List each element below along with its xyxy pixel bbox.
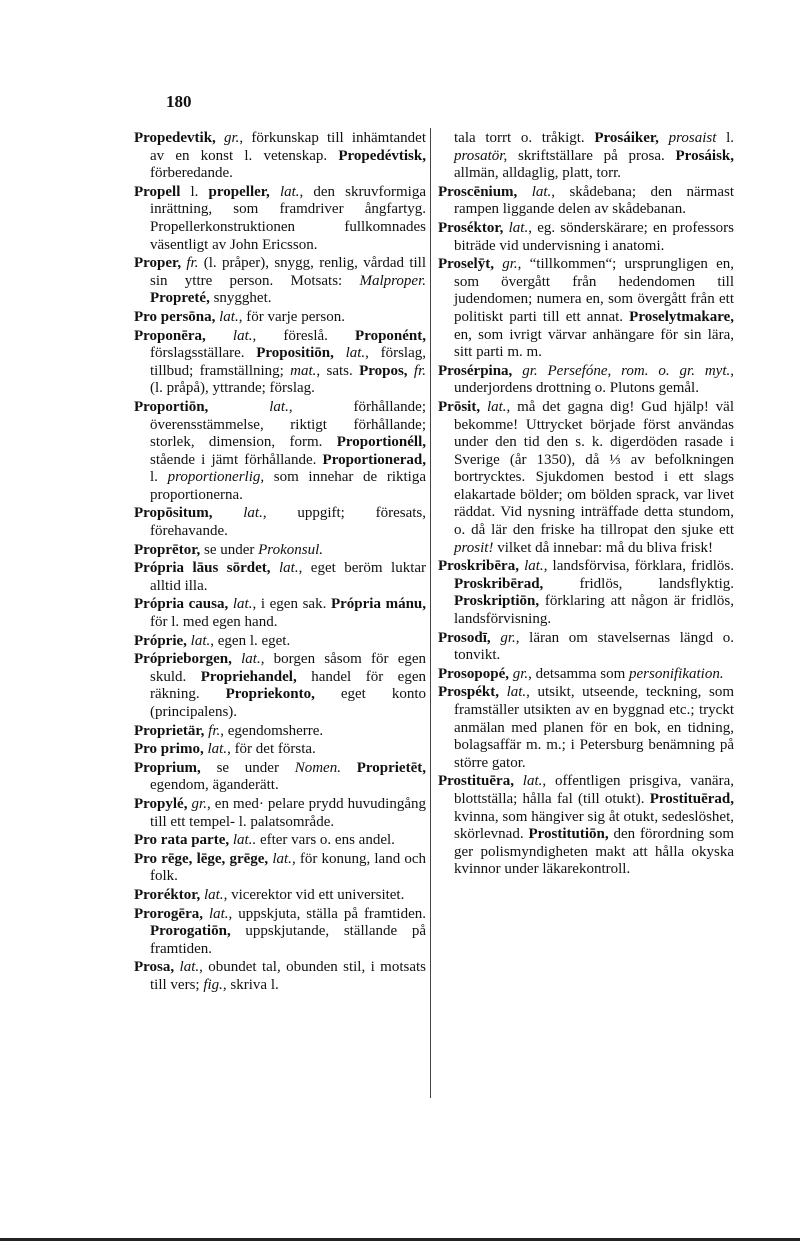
entry-italic-text: lat. bbox=[279, 183, 300, 200]
dictionary-entry bbox=[438, 630, 734, 665]
dictionary-entry bbox=[438, 558, 734, 628]
entry-headword: Prosáiker, bbox=[594, 130, 659, 146]
right-column bbox=[438, 130, 734, 880]
entry-headword: Prosa, bbox=[134, 959, 175, 976]
entry-text: , i egen sak. bbox=[252, 596, 331, 613]
entry-text: , vicerektor vid ett universitet. bbox=[223, 886, 405, 903]
dictionary-entry bbox=[438, 256, 734, 362]
entry-text: , skådebana; den närmast rampen liggande delen av skådebanan. bbox=[454, 183, 734, 218]
entry-italic-text: lat. bbox=[278, 560, 299, 577]
entry-italic-text: lat. bbox=[272, 850, 292, 867]
dictionary-entry bbox=[134, 255, 426, 308]
entry-italic-text: lat. bbox=[269, 398, 289, 415]
entry-text: se under bbox=[200, 541, 259, 558]
entry-text: , för konung, land och folk. bbox=[150, 850, 427, 885]
dictionary-entry bbox=[134, 328, 426, 398]
entry-text bbox=[208, 399, 269, 415]
entry-headword: Proprium, bbox=[134, 759, 201, 776]
entry-headword: Propriekonto, bbox=[225, 686, 315, 703]
entry-headword: Propreté, bbox=[150, 290, 210, 307]
dictionary-entry bbox=[438, 184, 734, 219]
entry-italic-text: lat. bbox=[531, 183, 552, 200]
entry-text: , landsförvisa, förklara, fridlös. bbox=[543, 558, 734, 575]
entry-text: , uppgift; föresats, förehavande. bbox=[150, 505, 426, 540]
entry-headword: Propedévtisk, bbox=[338, 147, 426, 164]
entry-headword: Prorogatiōn, bbox=[150, 923, 231, 940]
entry-headword: Proscēnium, bbox=[438, 183, 518, 200]
entry-text: , skriva l. bbox=[222, 976, 279, 993]
entry-text: , förslag, tillbud; framställning; bbox=[150, 345, 427, 379]
entry-text bbox=[512, 363, 522, 379]
entry-text: egendom, äganderätt. bbox=[150, 777, 279, 794]
entry-headword: Prōsit, bbox=[438, 398, 481, 415]
dictionary-entry bbox=[134, 741, 426, 759]
entry-text: , den skruvformiga inrättning, som framdriver ångfartyg. Propellerkonstruktionen fullkomnades väsentligt av John Ericsson. bbox=[150, 183, 426, 253]
dictionary-entry bbox=[438, 684, 734, 772]
dictionary-entry bbox=[438, 130, 734, 183]
entry-text bbox=[480, 399, 487, 415]
entry-text: l. bbox=[180, 183, 209, 200]
entry-text bbox=[212, 505, 243, 521]
entry-text: , underjordens drottning o. Plutons gemål. bbox=[454, 362, 734, 397]
entry-text: , uppskjuta, ställa på framtiden. bbox=[228, 905, 426, 922]
dictionary-entry bbox=[438, 363, 734, 398]
entry-text bbox=[334, 345, 346, 361]
entry-italic-text: mat. bbox=[290, 362, 317, 379]
entry-text: eget konto (principalens). bbox=[150, 686, 426, 720]
entry-text: som innehar de riktiga proportionerna. bbox=[150, 469, 427, 503]
entry-headword: Prostituēra, bbox=[438, 773, 514, 790]
column-divider bbox=[430, 128, 431, 1098]
entry-italic-text: lat. bbox=[219, 308, 239, 325]
dictionary-entry bbox=[134, 887, 426, 905]
entry-headword: Proréktor, bbox=[134, 886, 201, 903]
entry-text: kvinna, som hängiver sig åt otukt, sedeslöshet, skörlevnad. bbox=[454, 808, 734, 843]
entry-italic-text: gr. bbox=[500, 629, 516, 646]
entry-headword: Propylé, bbox=[134, 795, 188, 812]
dictionary-entry bbox=[134, 851, 426, 886]
entry-headword: Pro primo, bbox=[134, 741, 204, 758]
entry-italic-text: prosatör, bbox=[454, 147, 508, 164]
entry-headword: Proponēra, bbox=[134, 327, 206, 344]
entry-text: , föreslå. bbox=[252, 327, 356, 344]
entry-text: , obundet tal, obunden stil, i motsats till vers; bbox=[150, 959, 426, 993]
dictionary-entry bbox=[134, 505, 426, 540]
entry-text: (l. pråpå), yttrande; förslag. bbox=[150, 380, 315, 397]
entry-headword: Próprieborgen, bbox=[134, 651, 232, 668]
dictionary-entry bbox=[134, 560, 426, 595]
entry-text: förberedande. bbox=[150, 165, 233, 182]
entry-text bbox=[271, 560, 279, 576]
entry-text: handel för egen räkning. bbox=[150, 668, 426, 703]
entry-italic-text: lat. bbox=[179, 959, 200, 976]
entry-text bbox=[659, 130, 669, 146]
entry-italic-text: lat. bbox=[522, 773, 543, 790]
entry-headword: Propositiōn, bbox=[256, 345, 334, 362]
entry-italic-text: gr. bbox=[512, 665, 529, 682]
entry-text: , förkunskap till inhämtandet av en konst l. vetenskap. bbox=[150, 130, 426, 164]
entry-headword: Próprie, bbox=[134, 632, 187, 649]
entry-italic-text: lat. bbox=[243, 505, 263, 522]
entry-italic-text: fig. bbox=[203, 976, 223, 993]
dictionary-entry bbox=[134, 959, 426, 994]
entry-text: , förhållande; överensstämmelse, riktigt förhållande; storlek, dimension, form. bbox=[150, 398, 426, 451]
entry-text: en, som ivrigt värvar anhängare för sin lära, sitt parti m. m. bbox=[454, 326, 734, 361]
entry-italic-text: personifikation. bbox=[629, 665, 724, 682]
dictionary-entry bbox=[438, 666, 734, 684]
entry-text: uppskjutande, ställande på framtiden. bbox=[150, 923, 426, 957]
entry-italic-text: proportionerlig, bbox=[167, 469, 265, 486]
entry-text bbox=[499, 684, 507, 700]
entry-italic-text: lat. bbox=[208, 905, 229, 922]
dictionary-entry bbox=[134, 796, 426, 831]
entry-text: , offentligen prisgiva, vanära, blottställa; hålla fal (till otukt). bbox=[454, 773, 734, 807]
entry-headword: propeller, bbox=[208, 183, 270, 200]
entry-headword: Própria lāus sōrdet, bbox=[134, 560, 271, 577]
entry-text: , en med· pelare prydd huvudingång till ett tempel- l. palatsområde. bbox=[150, 795, 427, 830]
entry-headword: Propōsitum, bbox=[134, 505, 213, 522]
entry-text: för l. med egen hand. bbox=[150, 614, 278, 631]
entry-text: stående i jämt förhållande. bbox=[150, 451, 323, 468]
left-column bbox=[134, 130, 426, 996]
entry-text: förslagsställare. bbox=[150, 345, 257, 362]
dictionary-entry bbox=[134, 184, 426, 254]
entry-text bbox=[491, 630, 501, 646]
entry-headword: Propos, bbox=[359, 362, 408, 379]
entry-headword: Prosérpina, bbox=[438, 362, 513, 379]
entry-italic-text: lat. bbox=[190, 632, 211, 649]
entry-italic-text: lat. bbox=[508, 219, 529, 236]
entry-text: , för det första. bbox=[227, 741, 316, 758]
entry-text: allmän, alldaglig, platt, torr. bbox=[454, 165, 622, 182]
entry-italic-text: Prokonsul. bbox=[258, 541, 323, 558]
page-number: 180 bbox=[166, 92, 192, 111]
entry-text: , egendomsherre. bbox=[220, 722, 324, 739]
entry-text: , egen l. eget. bbox=[210, 632, 291, 649]
entry-italic-text: gr. Persefóne, rom. o. gr. myt. bbox=[522, 362, 731, 379]
entry-headword: Prostitutiōn, bbox=[528, 826, 609, 843]
entry-italic-text: gr. bbox=[191, 795, 207, 812]
entry-headword: Pro rēge, lēge, grēge, bbox=[134, 850, 269, 867]
entry-headword: Proprietär, bbox=[134, 722, 205, 739]
entry-text: , för varje person. bbox=[238, 308, 345, 325]
entry-headword: Proskribēra, bbox=[438, 558, 519, 575]
dictionary-entry bbox=[438, 773, 734, 879]
entry-headword: Pro persōna, bbox=[134, 308, 216, 325]
entry-text bbox=[494, 256, 502, 272]
entry-text: , läran om stavelsernas längd o. tonvikt. bbox=[454, 629, 735, 664]
entry-text: , utsikt, utseende, teckning, som framställer utsikten av en byggnad etc.; tryckt anmälan med planen för en bok, en tidning, bolagsaffär m. m.; i Petersburg benämning på större gator. bbox=[454, 684, 734, 771]
dictionary-entry bbox=[134, 309, 426, 327]
entry-headword: Prosáisk, bbox=[675, 147, 734, 164]
entry-text: l. bbox=[150, 469, 168, 486]
entry-text: efter vars o. ens andel. bbox=[256, 832, 395, 849]
entry-text: skriftställare på prosa. bbox=[507, 147, 676, 164]
entry-headword: Proponént, bbox=[355, 327, 427, 344]
entry-italic-text: lat. bbox=[524, 558, 544, 575]
entry-headword: Proper, bbox=[134, 255, 182, 272]
entry-headword: Proskribērad, bbox=[454, 575, 544, 592]
entry-headword: Propedevtik, bbox=[134, 130, 216, 146]
entry-italic-text: fr. bbox=[413, 362, 426, 379]
entry-italic-text: lat. bbox=[232, 327, 253, 344]
entry-italic-text: prosaist bbox=[668, 130, 717, 146]
entry-headword: Proselȳt, bbox=[438, 256, 494, 273]
entry-italic-text: lat. bbox=[232, 596, 253, 613]
entry-headword: Prosopopé, bbox=[438, 665, 509, 682]
entry-italic-text: gr. bbox=[223, 130, 240, 146]
entry-italic-text: prosit! bbox=[454, 539, 494, 556]
dictionary-entry bbox=[438, 399, 734, 557]
entry-italic-text: lat. bbox=[207, 741, 228, 758]
entry-headword: Pro rata parte, bbox=[134, 832, 230, 849]
dictionary-entry bbox=[134, 399, 426, 505]
entry-text: , eg. sönderskärare; en professors biträde vid undervisning i anatomi. bbox=[454, 219, 735, 254]
entry-text bbox=[206, 328, 233, 344]
entry-italic-text: Malproper. bbox=[359, 272, 426, 289]
dictionary-entry bbox=[134, 760, 426, 795]
entry-headword: Própria causa, bbox=[134, 596, 229, 613]
dictionary-entry bbox=[134, 596, 426, 631]
entry-headword: Propriehandel, bbox=[200, 668, 297, 685]
entry-headword: Própria mánu, bbox=[330, 596, 427, 613]
entry-italic-text: lat. bbox=[241, 651, 261, 668]
entry-italic-text: lat. bbox=[203, 886, 224, 903]
entry-text: , borgen såsom för egen skuld. bbox=[150, 651, 427, 685]
entry-headword: Proprietēt, bbox=[356, 759, 426, 776]
entry-text: den förordning som ger polismyndigheten makt att hålla okyska kvinnor under läkarekontroll. bbox=[454, 826, 734, 878]
entry-headword: Prosodī, bbox=[438, 629, 491, 646]
entry-text: se under bbox=[200, 759, 295, 776]
dictionary-entry bbox=[134, 651, 426, 721]
entry-text bbox=[341, 760, 357, 776]
entry-headword: Proprētor, bbox=[134, 541, 201, 558]
dictionary-entry bbox=[134, 723, 426, 741]
entry-italic-text: lat.. bbox=[232, 832, 257, 849]
entry-text: l. bbox=[716, 130, 735, 146]
entry-headword: Proséktor, bbox=[438, 219, 504, 236]
entry-text: , må det gagna dig! Gud hjälp! väl bekomme! Uttrycket började först användas under den tid den s. k. digerdöden rasade i Sverige (år 1350), då ⅓ av befolkningen bortrycktes. Sjukdomen bestod i ett slags elakartade bölder; om bölden sprack, var livet räddat. Vid nysning inträffade detta stundom, o. då lär den friske ha tillropat den sjuke ett bbox=[454, 398, 735, 539]
entry-italic-text: lat. bbox=[506, 684, 527, 701]
dictionary-entry bbox=[134, 130, 426, 183]
entry-text: (l. pråper), snygg, renlig, vårdad till sin yttre person. Motsats: bbox=[150, 255, 426, 289]
entry-text: snygghet. bbox=[209, 290, 272, 307]
entry-headword: Proportionerad, bbox=[322, 451, 426, 468]
entry-text: vilket då innebar: må du bliva frisk! bbox=[493, 539, 713, 556]
entry-headword: Proportionéll, bbox=[336, 434, 426, 451]
entry-headword: Proskriptiōn, bbox=[454, 593, 540, 610]
entry-headword: Prostituērad, bbox=[649, 790, 734, 807]
entry-text bbox=[270, 184, 280, 200]
entry-headword: Propell bbox=[134, 183, 181, 200]
dictionary-entry bbox=[134, 542, 426, 560]
entry-text: , sats. bbox=[316, 362, 360, 379]
entry-italic-text: lat. bbox=[486, 398, 507, 415]
entry-text: , eget beröm luktar alltid illa. bbox=[150, 560, 427, 594]
dictionary-entry bbox=[134, 906, 426, 959]
entry-headword: Proselytmakare, bbox=[629, 308, 734, 325]
entry-text: förklaring att någon är fridlös, landsförvisning. bbox=[454, 593, 734, 628]
dictionary-entry bbox=[134, 633, 426, 651]
entry-headword: Prospékt, bbox=[438, 684, 499, 701]
entry-italic-text: fr. bbox=[186, 255, 199, 272]
entry-text bbox=[517, 184, 531, 200]
entry-text: , detsamma som bbox=[528, 665, 629, 682]
entry-text bbox=[232, 651, 241, 667]
dictionary-entry bbox=[438, 220, 734, 255]
entry-text bbox=[514, 773, 523, 789]
entry-text: fridlös, landsflyktig. bbox=[543, 575, 734, 592]
entry-italic-text: lat. bbox=[345, 345, 366, 362]
entry-headword: Proportiōn, bbox=[134, 398, 209, 415]
entry-text bbox=[216, 130, 224, 146]
entry-text: , “tillkommen“; ursprungligen en, som övergått från hedendomen till judendomen; numera en, som övergått från ett politiskt parti till ett annat. bbox=[454, 256, 735, 325]
page-bottom-edge bbox=[0, 1238, 800, 1241]
entry-headword: Prorogēra, bbox=[134, 905, 204, 922]
entry-italic-text: fr. bbox=[208, 722, 221, 739]
entry-text: tala torrt o. tråkigt. bbox=[454, 130, 595, 146]
dictionary-entry bbox=[134, 832, 426, 850]
entry-italic-text: Nomen. bbox=[294, 759, 341, 776]
entry-italic-text: gr. bbox=[502, 256, 518, 273]
